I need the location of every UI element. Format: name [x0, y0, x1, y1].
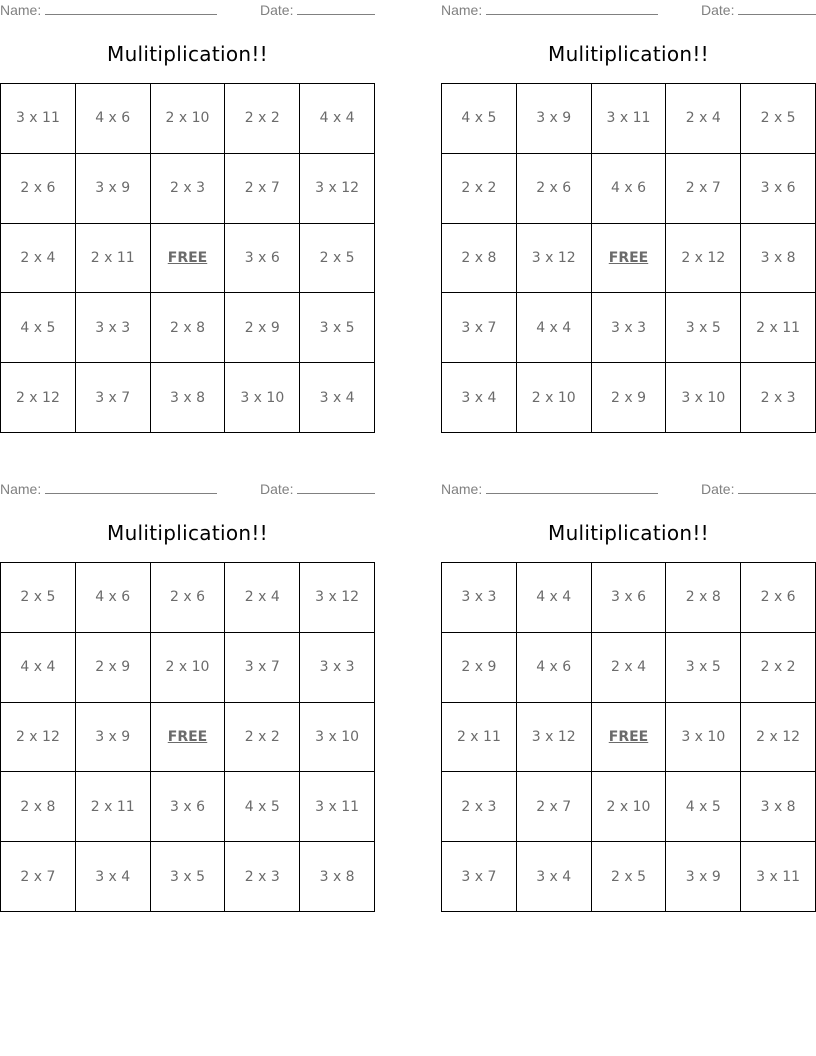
grid-cell[interactable]: 2 x 7: [666, 154, 741, 224]
free-space-cell[interactable]: FREE: [592, 224, 667, 294]
bingo-card: [441, 479, 816, 911]
bingo-card: [0, 479, 376, 911]
bingo-card: [441, 0, 816, 432]
grid-cell[interactable]: 4 x 5: [1, 293, 76, 363]
name-blank-line[interactable]: [45, 481, 217, 494]
grid-cell[interactable]: 3 x 6: [151, 772, 226, 842]
grid-cell[interactable]: 2 x 4: [666, 84, 741, 154]
grid-cell[interactable]: 3 x 6: [741, 154, 816, 224]
name-field[interactable]: [441, 481, 658, 497]
grid-cell[interactable]: 2 x 6: [517, 154, 592, 224]
grid-cell[interactable]: 3 x 5: [666, 293, 741, 363]
grid-cell[interactable]: 2 x 8: [666, 563, 741, 633]
grid-cell[interactable]: 2 x 5: [741, 84, 816, 154]
name-label: Name:: [0, 481, 42, 497]
date-field[interactable]: [260, 481, 375, 497]
grid-cell[interactable]: 2 x 2: [225, 84, 300, 154]
card-title: Mulitiplication!!: [548, 521, 709, 545]
grid-cell[interactable]: 3 x 6: [225, 224, 300, 294]
grid-cell[interactable]: 2 x 9: [442, 633, 517, 703]
name-label: Name:: [441, 481, 483, 497]
grid-cell[interactable]: 3 x 4: [517, 842, 592, 912]
grid-cell[interactable]: 2 x 5: [300, 224, 375, 294]
card-title: Mulitiplication!!: [107, 521, 268, 545]
date-blank-line[interactable]: [297, 2, 375, 15]
grid-cell[interactable]: 3 x 12: [300, 154, 375, 224]
name-blank-line[interactable]: [486, 2, 658, 15]
date-label: Date:: [701, 481, 735, 497]
grid-cell[interactable]: 2 x 9: [76, 633, 151, 703]
grid-cell[interactable]: 3 x 7: [76, 363, 151, 433]
grid-cell[interactable]: 3 x 11: [741, 842, 816, 912]
grid-cell[interactable]: 3 x 12: [517, 224, 592, 294]
grid-cell[interactable]: 3 x 10: [300, 703, 375, 773]
grid-cell[interactable]: 2 x 3: [741, 363, 816, 433]
bingo-card: [0, 0, 376, 432]
grid-cell[interactable]: 2 x 12: [666, 224, 741, 294]
grid-cell[interactable]: 4 x 6: [592, 154, 667, 224]
grid-cell[interactable]: 2 x 3: [225, 842, 300, 912]
card-header-fields: [441, 2, 816, 20]
grid-cell[interactable]: 3 x 3: [442, 563, 517, 633]
grid-cell[interactable]: 2 x 7: [517, 772, 592, 842]
grid-cell[interactable]: 2 x 12: [741, 703, 816, 773]
grid-cell[interactable]: 2 x 3: [442, 772, 517, 842]
grid-cell[interactable]: 3 x 12: [517, 703, 592, 773]
grid-cell[interactable]: 3 x 5: [300, 293, 375, 363]
grid-cell[interactable]: 3 x 10: [225, 363, 300, 433]
grid-cell[interactable]: 4 x 6: [76, 84, 151, 154]
date-field[interactable]: [701, 2, 816, 18]
grid-cell[interactable]: 4 x 4: [517, 563, 592, 633]
grid-cell[interactable]: 3 x 5: [666, 633, 741, 703]
name-blank-line[interactable]: [45, 2, 217, 15]
free-space-cell[interactable]: FREE: [151, 703, 226, 773]
grid-cell[interactable]: 3 x 4: [76, 842, 151, 912]
name-label: Name:: [0, 2, 42, 18]
grid-cell[interactable]: 3 x 11: [592, 84, 667, 154]
grid-cell[interactable]: 3 x 9: [666, 842, 741, 912]
grid-cell[interactable]: 3 x 12: [300, 563, 375, 633]
grid-cell[interactable]: 3 x 11: [1, 84, 76, 154]
grid-cell[interactable]: 3 x 7: [225, 633, 300, 703]
card-header-fields: [441, 481, 816, 499]
grid-cell[interactable]: 3 x 3: [300, 633, 375, 703]
grid-cell[interactable]: 3 x 11: [300, 772, 375, 842]
bingo-grid: [441, 562, 816, 912]
grid-cell[interactable]: 2 x 11: [442, 703, 517, 773]
grid-cell[interactable]: 2 x 8: [442, 224, 517, 294]
grid-cell[interactable]: 2 x 9: [225, 293, 300, 363]
grid-cell[interactable]: 4 x 6: [76, 563, 151, 633]
date-blank-line[interactable]: [297, 481, 375, 494]
grid-cell[interactable]: 2 x 6: [741, 563, 816, 633]
grid-cell[interactable]: 2 x 8: [1, 772, 76, 842]
grid-cell[interactable]: 2 x 11: [76, 224, 151, 294]
grid-cell[interactable]: 2 x 4: [1, 224, 76, 294]
card-header-fields: [0, 481, 376, 499]
grid-cell[interactable]: 4 x 4: [517, 293, 592, 363]
grid-cell[interactable]: 4 x 5: [225, 772, 300, 842]
card-header-fields: [0, 2, 376, 20]
grid-cell[interactable]: 4 x 4: [300, 84, 375, 154]
grid-cell[interactable]: 2 x 6: [151, 563, 226, 633]
grid-cell[interactable]: 3 x 9: [76, 703, 151, 773]
grid-cell[interactable]: 2 x 8: [151, 293, 226, 363]
grid-cell[interactable]: 2 x 12: [1, 703, 76, 773]
date-blank-line[interactable]: [738, 2, 816, 15]
grid-cell[interactable]: 2 x 10: [151, 633, 226, 703]
grid-cell[interactable]: 2 x 4: [592, 633, 667, 703]
date-label: Date:: [701, 2, 735, 18]
grid-cell[interactable]: 3 x 7: [442, 293, 517, 363]
grid-cell[interactable]: 3 x 10: [666, 703, 741, 773]
grid-cell[interactable]: 3 x 6: [592, 563, 667, 633]
grid-cell[interactable]: 3 x 9: [517, 84, 592, 154]
grid-cell[interactable]: 3 x 4: [300, 363, 375, 433]
free-space-cell[interactable]: FREE: [151, 224, 226, 294]
grid-cell[interactable]: 3 x 7: [442, 842, 517, 912]
grid-cell[interactable]: 3 x 4: [442, 363, 517, 433]
grid-cell[interactable]: 3 x 9: [76, 154, 151, 224]
date-field[interactable]: [701, 481, 816, 497]
name-field[interactable]: [0, 2, 217, 18]
grid-cell[interactable]: 2 x 4: [225, 563, 300, 633]
grid-cell[interactable]: 2 x 2: [442, 154, 517, 224]
grid-cell[interactable]: 3 x 8: [151, 363, 226, 433]
free-space-cell[interactable]: FREE: [592, 703, 667, 773]
name-blank-line[interactable]: [486, 481, 658, 494]
grid-cell[interactable]: 2 x 2: [741, 633, 816, 703]
grid-cell[interactable]: 3 x 3: [76, 293, 151, 363]
bingo-grid: [0, 83, 375, 433]
grid-cell[interactable]: 4 x 6: [517, 633, 592, 703]
card-title: Mulitiplication!!: [548, 42, 709, 66]
grid-cell[interactable]: 3 x 3: [592, 293, 667, 363]
grid-cell[interactable]: 2 x 7: [225, 154, 300, 224]
grid-cell[interactable]: 2 x 5: [592, 842, 667, 912]
name-label: Name:: [441, 2, 483, 18]
grid-cell[interactable]: 2 x 3: [151, 154, 226, 224]
bingo-grid: [441, 83, 816, 433]
grid-cell[interactable]: 2 x 2: [225, 703, 300, 773]
grid-cell[interactable]: 3 x 8: [741, 224, 816, 294]
grid-cell[interactable]: 2 x 7: [1, 842, 76, 912]
date-label: Date:: [260, 2, 294, 18]
grid-cell[interactable]: 4 x 4: [1, 633, 76, 703]
grid-cell[interactable]: 3 x 5: [151, 842, 226, 912]
grid-cell[interactable]: 3 x 8: [741, 772, 816, 842]
card-title: Mulitiplication!!: [107, 42, 268, 66]
grid-cell[interactable]: 2 x 11: [76, 772, 151, 842]
grid-cell[interactable]: 2 x 6: [1, 154, 76, 224]
grid-cell[interactable]: 4 x 5: [442, 84, 517, 154]
grid-cell[interactable]: 2 x 9: [592, 363, 667, 433]
grid-cell[interactable]: 2 x 12: [1, 363, 76, 433]
name-field[interactable]: [0, 481, 217, 497]
grid-cell[interactable]: 2 x 10: [592, 772, 667, 842]
date-blank-line[interactable]: [738, 481, 816, 494]
grid-cell[interactable]: 2 x 5: [1, 563, 76, 633]
date-field[interactable]: [260, 2, 375, 18]
grid-cell[interactable]: 4 x 5: [666, 772, 741, 842]
grid-cell[interactable]: 2 x 11: [741, 293, 816, 363]
grid-cell[interactable]: 3 x 8: [300, 842, 375, 912]
grid-cell[interactable]: 2 x 10: [151, 84, 226, 154]
date-label: Date:: [260, 481, 294, 497]
grid-cell[interactable]: 2 x 10: [517, 363, 592, 433]
grid-cell[interactable]: 3 x 10: [666, 363, 741, 433]
bingo-grid: [0, 562, 375, 912]
name-field[interactable]: [441, 2, 658, 18]
